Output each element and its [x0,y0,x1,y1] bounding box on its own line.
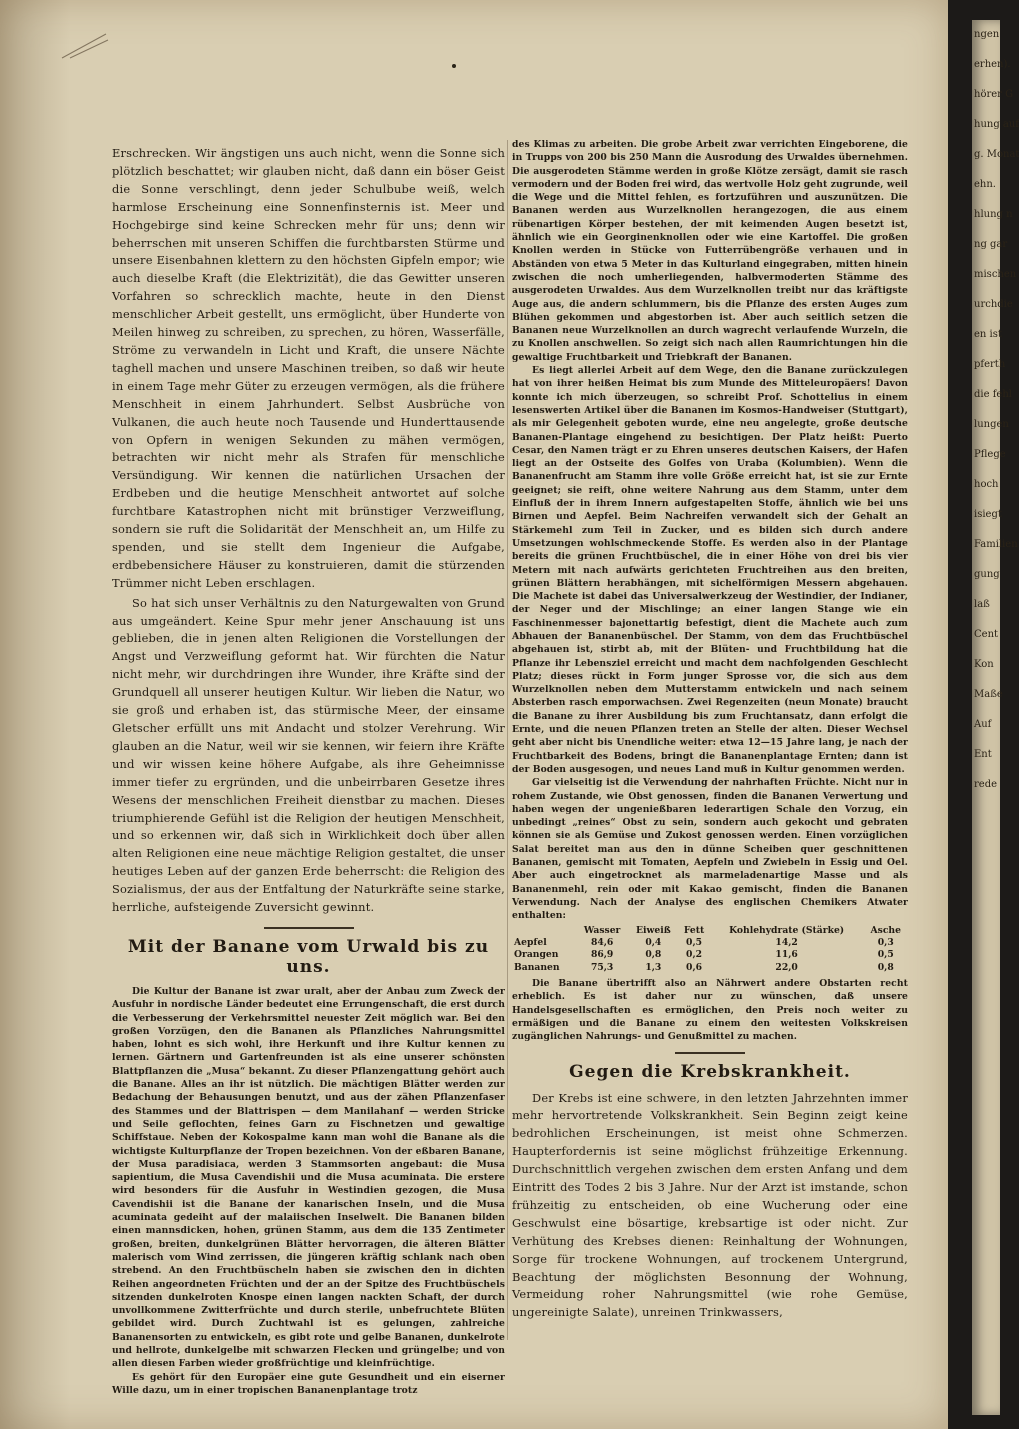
table-cell: 0,4 [645,936,662,948]
fragment: ng gar [974,239,1008,250]
fragment: rede [974,779,998,790]
right-column [512,138,908,1322]
table-cell: 11,6 [775,949,798,961]
table-header: Wasser [583,924,621,936]
table-row [512,962,908,975]
table-row [512,949,908,962]
table-cell: Aepfel [514,936,547,948]
paragraph: So hat sich unser Verhältnis zu den Naturgewalten von Grund aus umgeändert. Keine Spur mehr jener Anschauung ist uns geblieben, die in jenen alten Religionen die Vorstellungen der Angst und Verzweiflung geformt hat. Wir fürchten die Natur nicht mehr, wir durchdringen ihre Wunder, ihre Kräfte sind der Grundquell all unserer heutigen Kultur. Wir lieben die Natur, wo sie groß und erhaben ist, das stürmische Meer, der einsame Gletscher erfüllt uns mit Andacht und stolzer Verehrung. Wir glauben an die Natur, weil wir sie kennen, wir feiern ihre Kräfte und wir wissen keine höhere Aufgabe, als ihre Geheimnisse immer tiefer zu ergründen, und die unbeirrbaren Gesetze ihres Wesens der menschlichen Freiheit dienstbar zu machen. Dieses triumphierende Gefühl ist die Religion der heutigen Menschheit, und so erkennen wir, daß sich in Wirklichkeit doch über allen alten Religionen eine neue mächtige Religion gestaltet, die unser heutiges Leben auf der ganzen Erde beherrscht: die Religion des Sozialismus, der aus der Entfaltung der Naturkräfte seine starke, herrliche, aufsteigende Zuversicht gewinnt. [112,595,505,915]
paragraph: Erschrecken. Wir ängstigen uns auch nicht, wenn die Sonne sich plötzlich beschattet; wir glauben nicht, daß dann ein böser Geist die Sonne verschlingt, denn jeder Schulbube weiß, welch harmlose Erscheinung eine Sonnenfinsternis ist. Meer und Hochgebirge sind keine Schrecken mehr für uns; denn wir beherrschen mit unseren Schiffen die furchtbarsten Stürme und unsere Eisenbahnen klettern zu den höchsten Gipfeln empor; wie auch dieselbe Kraft (die Elektrizität), die das Gewitter unseren Vorfahren so schrecklich machte, heute in den Dienst menschlicher Arbeit gestellt, uns ermöglicht, über Hunderte von Meilen hinweg zu schreiben, zu sprechen, zu hören, Wasserfälle, Ströme zu verwandeln in Licht und Kraft, die unsere Nächte taghell machen und unsere Maschinen treiben, so daß wir heute in einem Tage mehr Güter zu erzeugen vermögen, als die frühere Menschheit in einem Jahrhundert. Selbst Ausbrüche von Vulkanen, die auch heute noch Tausende und Hunderttausende von Opfern in wenigen Sekunden zu mähen vermögen, betrachten wir nicht mehr als Strafen für menschliche Versündigung. Wir kennen die natürlichen Ursachen der Erdbeben und die heutige Menschheit antwortet auf solche furchtbare Katastrophen nicht mit brünstiger Verzweiflung, sondern sie ruft die Solidarität der Menschheit an, um Hilfe zu spenden, und sie stellt dem Ingenieur die Aufgabe, erdbebensichere Häuser zu konstruieren, damit die stürzenden Trümmer nicht Leben erschlagen. [112,146,505,590]
fragment: g. Monat [974,149,1019,160]
table-cell: 86,9 [590,949,614,961]
fragment: isiegt [974,509,1002,520]
table-cell: 0,5 [877,949,894,961]
table-header: Fett [683,924,705,936]
table-cell: 0,8 [877,961,894,973]
paragraph: Die Banane übertrifft also an Nährwert andere Obstarten recht erheblich. Es ist daher nur zu wünschen, daß unsere Handelsgesellschaften es ermöglichen, den Preis noch weiter zu ermäßigen und die Banane zu einem den weitesten Volkskreisen zugänglichen Nahrungs- und Genußmittel zu machen. [512,978,908,1043]
nutrition-table [512,925,908,975]
fragment: die fehl [974,389,1012,400]
fragment: hung auf [974,119,1019,130]
fragment: en ist [974,329,1002,340]
section-rule [675,1052,745,1054]
paragraph: Es liegt allerlei Arbeit auf dem Wege, den die Banane zurückzulegen hat von ihrer heißen Heimat bis zum Munde des Mitteleuropäers! Davon konnte ich mich überzeugen, so schreibt Prof. Schottelius in einem lesenswerten Artikel über die Bananen im Kosmos-Handweiser (Stuttgart), als mir Gelegenheit geboten wurde, eine neu angelegte, große deutsche Bananen-Plantage eingehend zu besichtigen. Der Platz heißt: Puerto Cesar, den Namen trägt er zu Ehren unseres deutschen Kaisers, der Hafen liegt an der Ostseite des Golfes von Uraba (Kolumbien). Wenn die Bananenfrucht am Stamm ihre volle Größe erreicht hat, ist sie zur Ernte geeignet; sie reift, ohne weitere Nahrung aus dem Stamm, unter dem Einfluß der in ihrem Innern aufgestapelten Stoffe, ähnlich wie bei uns Birnen und Aepfel. Beim Nachreifen verwandelt sich der Gehalt an Stärkemehl zum Teil in Zucker, und es bilden sich durch andere Umsetzungen wohlschmeckende Stoffe. Es werden also in der Plantage bereits die grünen Fruchtbüschel, die in einer Höhe von drei bis vier Metern mit nach aufwärts gerichteten Fruchtreihen aus den breiten, grünen Blättern herabhängen, mit sichelförmigen Messern abgehauen. Die Machete ist dabei das Universalwerkzeug der Westindier, der Indianer, der Neger und der Mischlinge; an einer langen Stange wie ein Faschinenmesser bajonettartig befestigt, dient die Machete auch zum Abhauen der Bananenbüschel. Der Stamm, von dem das Fruchtbüschel abgehauen ist, stirbt ab, mit der Blüten- und Fruchtbildung hat die Pflanze ihr Lebensziel erreicht und macht dem nachfolgenden Geschlecht Platz; dieses rückt in Form junger Sprosse vor, die sich aus dem Wurzelknollen neben dem Mutterstamm entwickeln und nach seinem Absterben rasch emporwachsen. Zwei Regenzeiten (neun Monate) braucht die Banane zu ihrer Ausbildung bis zum Fruchtansatz, dann erfolgt die Ernte, und die neuen Pflanzen treten an Stelle der alten. Dieser Wechsel geht aber nicht bis Unendliche weiter: etwa 12—15 Jahre lang, je nach der Fruchtbarkeit des Bodens, bringt die Bananenplantage Ernten; dann ist der Boden ausgesogen, und neues Land muß in Kultur genommen werden. [512,365,908,775]
fragment: laß [974,599,990,610]
fragment: lungen [974,419,1009,430]
table-cell: 75,3 [590,961,614,973]
section-rule [264,927,354,929]
table-cell: 0,5 [686,936,703,948]
fragment: hlung n [974,209,1013,220]
table-cell: 0,3 [877,936,894,948]
fragment: mischen [974,269,1017,280]
table-cell: 0,6 [686,961,703,973]
fragment: ehn. [974,179,996,190]
table-header: Asche [870,924,901,936]
fragment: Kon [974,659,994,670]
article-title: Gegen die Krebskrankheit. [569,1061,851,1082]
left-column [112,145,505,1397]
paragraph: Die Kultur der Banane ist zwar uralt, aber der Anbau zum Zweck der Ausfuhr in nordische Länder bedeutet eine Errungenschaft, die erst durch die Verbesserung der Verkehrsmittel neuester Zeit möglich war. Bei den großen Vorzügen, den die Bananen als Pflanzliches Nahrungsmittel haben, lohnt es sich wohl, ihre Herkunft und ihre Kultur kennen zu lernen. Gärtnern und Gartenfreunden ist als eine unserer schönsten Blattpflanzen die „Musa“ bekannt. Zu dieser Pflanzengattung gehört auch die Banane. Alles an ihr ist nützlich. Die mächtigen Blätter werden zur Bedachung der Behausungen benutzt, und aus der zähen Pflanzenfaser des Stammes und der Blattrispen — dem Manilahanf — werden Stricke und Seile geflochten, feines Garn zu Fischnetzen und gewaltige Schiffstaue. Neben der Kokospalme kann man wohl die Banane als die wichtigste Kulturpflanze der Tropen bezeichnen. Von der eßbaren Banane, der Musa paradisiaca, werden 3 Stammsorten angebaut: die Musa sapientium, die Musa Cavendishii und die Musa acuminata. Die erstere wird besonders für die Ausfuhr in Westindien gezogen, die Musa Cavendishii ist die Banane der kanarischen Inseln, und die Musa acuminata gedeiht auf der malaiischen Inselwelt. Die Bananen bilden einen mannsdicken, hohen, grünen Stamm, aus dem die 135 Zentimeter großen, breiten, dunkelgrünen Blätter hervorragen, die älteren Blätter malerisch vom Wind zerrissen, die jüngeren kräftig schlank nach oben strebend. An den Fruchtbüscheln haben sie zwischen den in dichten Reihen angeordneten Früchten und der an der Spitze des Fruchtbüschels sitzenden dunkelroten Knospe einen langen nackten Schaft, der durch unvollkommene Zwitterfrüchte und durch sterile, unbefruchtete Blüten gebildet wird. Durch Zuchtwahl ist es gelungen, zahlreiche Bananensorten zu entwickeln, es gibt rote und gelbe Bananen, dunkelrote und hellrote, dunkelgelbe mit schwarzen Flecken und grüngelbe; und von allen diesen Farben wieder großfrüchtige und kleinfrüchtige. [112,985,505,1370]
pencil-mark [60,30,110,60]
fragment: pferth [974,359,1006,370]
fragment: Ent [974,749,992,760]
fragment: erhen). [974,59,1011,70]
table-cell: Orangen [514,949,559,961]
table-header: Kohlehydrate (Stärke) [729,924,845,936]
table-header [512,925,576,937]
fragment: Familien [974,539,1018,550]
fragment: ngen [974,29,1000,40]
paragraph: des Klimas zu arbeiten. Die grobe Arbeit zwar verrichten Eingeborene, die in Trupps von 200 bis 250 Mann die Ausrodung des Urwaldes übernehmen. Die ausgerodeten Stämme werden in große Klötze zersägt, damit sie rasch vermodern und der Boden frei wird, das wertvolle Holz geht zugrunde, weil die Wege und die Mittel fehlen, es fortzuführen und auszunützen. Die Bananen werden aus Wurzelknollen herangezogen, die aus einem rübenartigen Körper bestehen, der mit keimenden Augen besetzt ist, ähnlich wie ein Georginenknollen oder wie eine Kartoffel. Die großen Knollen werden in Stücke von Futterrübengröße verhauen und in Abständen von etwa 5 Meter in das Kulturland eingegraben, mitten hinein zwischen die noch umherliegenden, halbvermoderten Stämme des ausgerodeten Urwaldes. Aus dem Wurzelknollen treibt nur das kräftigste Auge aus, die andern schlummern, bis die Pflanze des ersten Auges zum Blühen gekommen und abgestorben ist. Aber auch seitlich setzen die Bananen neue Wurzelknollen an durch wagrecht verlaufende Wurzeln, die zu Knollen anschwellen. So zeigt sich nach allen Raumrichtungen hin die gewaltige Fruchtbarkeit und Triebkraft der Bananen. [512,139,908,363]
fragment: Cent [974,629,999,640]
table-cell: 14,2 [775,936,798,948]
table-cell: 0,2 [686,949,703,961]
fragment: gung [974,569,1000,580]
table-header: Eiweiß [635,924,671,936]
fragment: Maße [974,689,1003,700]
table-cell: 1,3 [645,961,662,973]
fragment: hörer G [974,89,1014,100]
paragraph: Es gehört für den Europäer eine gute Gesundheit und ein eiserner Wille dazu, um in einer tropischen Bananenplantage trotz [112,1371,505,1396]
column-divider [507,140,508,1340]
table-cell: 22,0 [775,961,798,973]
paragraph: Der Krebs ist eine schwere, in den letzten Jahrzehnten immer mehr hervortretende Volkskrankheit. Sein Beginn zeigt keine bedrohlichen Erscheinungen, ist meist ohne Schmerzen. Haupterfordernis ist seine möglichst frühzeitige Erkennung. Durchschnittlich vergehen zwischen dem ersten Anfang und dem Eintritt des Todes 2 bis 3 Jahre. Nur der Arzt ist imstande, schon frühzeitig zu entscheiden, ob eine Wucherung oder eine Geschwulst eine bösartige, krebsartige ist oder nicht. Zur Verhütung des Krebses dienen: Reinhaltung der Wohnungen, Sorge für trockene Wohnungen, auf trockenem Untergrund, Beachtung der möglichsten Besonnung der Wohnung, Vermeidung roher Nahrungsmittel (wie rohe Gemüse, ungereinigte Salate), unreinen Trinkwassers, [512,1090,908,1320]
fragment: hoch [974,479,999,490]
adjacent-page-edge [972,20,1019,1415]
table-header-row [512,925,908,937]
article-title: Mit der Banane vom Urwald bis zu uns. [127,936,490,977]
table-cell: Bananen [514,961,560,973]
fragment: Pflege [974,449,1006,460]
fragment: urchdie [974,299,1013,310]
table-cell: 0,8 [645,949,662,961]
table-cell: 84,6 [590,936,614,948]
page-dot [452,64,456,68]
table-row [512,937,908,950]
fragment: Auf [974,719,992,730]
paragraph: Gar vielseitig ist die Verwendung der nahrhaften Früchte. Nicht nur in rohem Zustande, wie Obst genossen, finden die Bananen Verwertung und haben wegen der ungenießbaren lederartigen Schale den Vorzug, ein unbedingt „reines“ Obst zu sein, sondern auch gekocht und gebraten können sie als Gemüse und Zukost genossen werden. Einen vorzüglichen Salat bereitet man aus den in dünne Scheiben quer geschnittenen Bananen, gemischt mit Tomaten, Aepfeln und Zwiebeln in Essig und Oel. Aber auch eingetrocknet als marmeladenartige Masse und als Bananenmehl, rein oder mit Kakao gemischt, finden die Bananen Verwendung. Nach der Analyse des englischen Chemikers Atwater enthalten: [512,777,908,922]
